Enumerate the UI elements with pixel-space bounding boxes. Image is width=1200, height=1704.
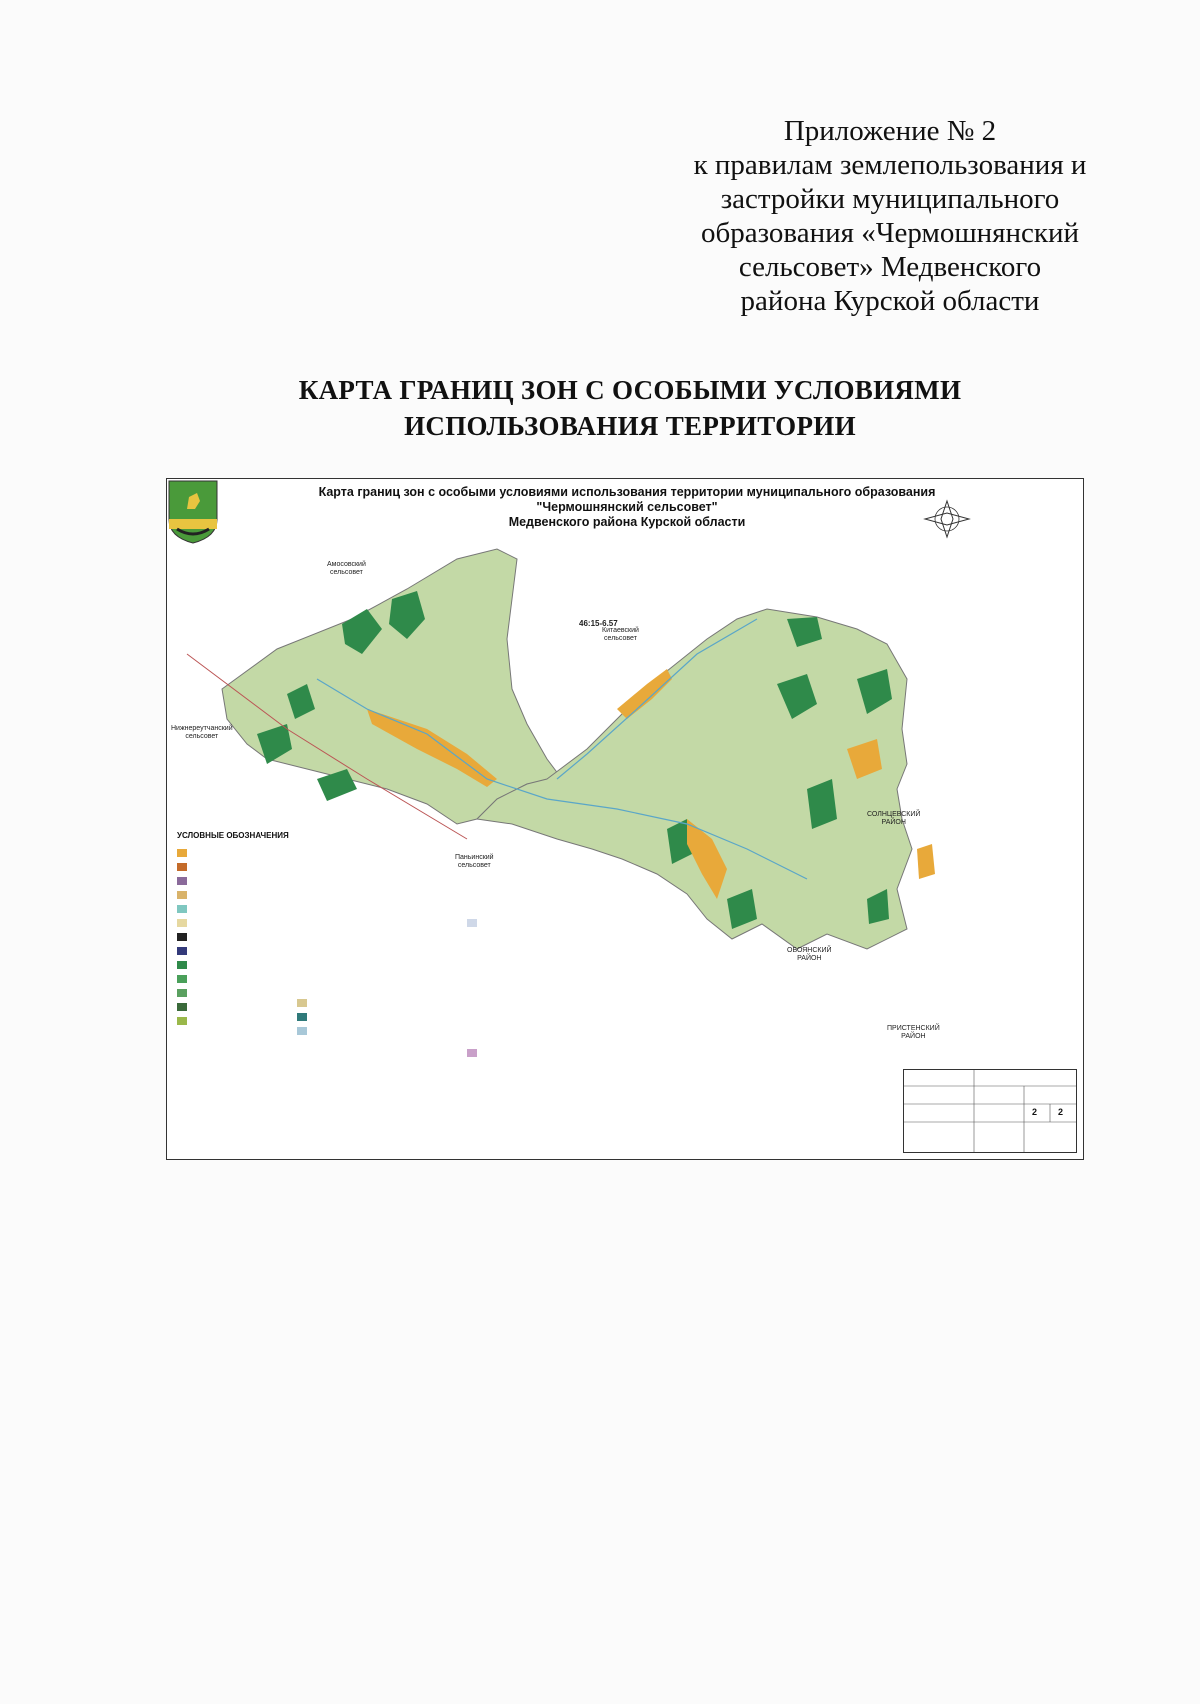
label-nizhnereutchansky-2: сельсовет [185, 733, 219, 740]
stamp-sheet-number: 2 [1032, 1107, 1038, 1117]
appendix-note [690, 114, 1090, 318]
map-drawing [167, 479, 1083, 1159]
title-block-stamp [903, 1069, 1077, 1153]
label-solntsevsky [867, 811, 920, 827]
appendix-line-3: застройки муниципального [720, 183, 1060, 215]
map-title-line-2: "Чермошнянский сельсовет" [536, 500, 718, 514]
label-nizhnereutchansky [171, 725, 233, 741]
document-title-line-1: КАРТА ГРАНИЦ ЗОН С ОСОБЫМИ УСЛОВИЯМИ [298, 375, 962, 405]
label-nizhnereutchansky-1: Нижнереутчанский [171, 725, 233, 732]
map-title [277, 485, 977, 530]
label-oboyansky-1: ОБОЯНСКИЙ [787, 947, 832, 954]
document-title [200, 372, 1060, 444]
label-kitaevsky-1: Китаевский [602, 627, 639, 634]
appendix-line-4: образования «Чермошнянский [700, 217, 1080, 249]
coat-of-arms-icon [167, 479, 219, 545]
stamp-grid [904, 1070, 1076, 1152]
map-title-line-1: Карта границ зон с особыми условиями использования территории муниципального образования [318, 485, 936, 499]
label-panyinsky-1: Паньинский [455, 854, 494, 861]
label-oboyansky [787, 947, 832, 963]
label-pristensky [887, 1025, 940, 1041]
label-solntsevsky-2: РАЙОН [881, 819, 906, 826]
document-title-line-2: ИСПОЛЬЗОВАНИЯ ТЕРРИТОРИИ [404, 411, 856, 441]
map-title-line-3: Медвенского района Курской области [508, 515, 746, 529]
territory-west [222, 549, 562, 824]
settlement-area [917, 844, 935, 879]
appendix-line-5: сельсовет» Медвенского [738, 251, 1042, 283]
label-pristensky-1: ПРИСТЕНСКИЙ [887, 1025, 940, 1032]
label-amosovsky-1: Амосовский [327, 561, 366, 568]
legend-heading: УСЛОВНЫЕ ОБОЗНАЧЕНИЯ [177, 831, 289, 840]
label-kitaevsky [602, 627, 639, 643]
cadastral-coordinate: 46:15-6.57 [579, 619, 618, 628]
label-panyinsky [455, 854, 494, 870]
stamp-total-sheets: 2 [1058, 1107, 1064, 1117]
appendix-line-2: к правилам землепользования и [693, 149, 1087, 181]
label-panyinsky-2: сельсовет [457, 862, 491, 869]
label-amosovsky-2: сельсовет [330, 569, 363, 576]
label-pristensky-2: РАЙОН [901, 1033, 926, 1040]
appendix-line-1: Приложение № 2 [783, 115, 997, 147]
appendix-line-6: района Курской области [740, 285, 1040, 317]
label-amosovsky [327, 561, 366, 577]
legend [177, 849, 477, 1057]
zone-map [166, 478, 1084, 1160]
label-oboyansky-2: РАЙОН [797, 955, 822, 962]
label-solntsevsky-1: СОЛНЦЕВСКИЙ [867, 811, 921, 818]
label-kitaevsky-2: сельсовет [604, 635, 637, 642]
